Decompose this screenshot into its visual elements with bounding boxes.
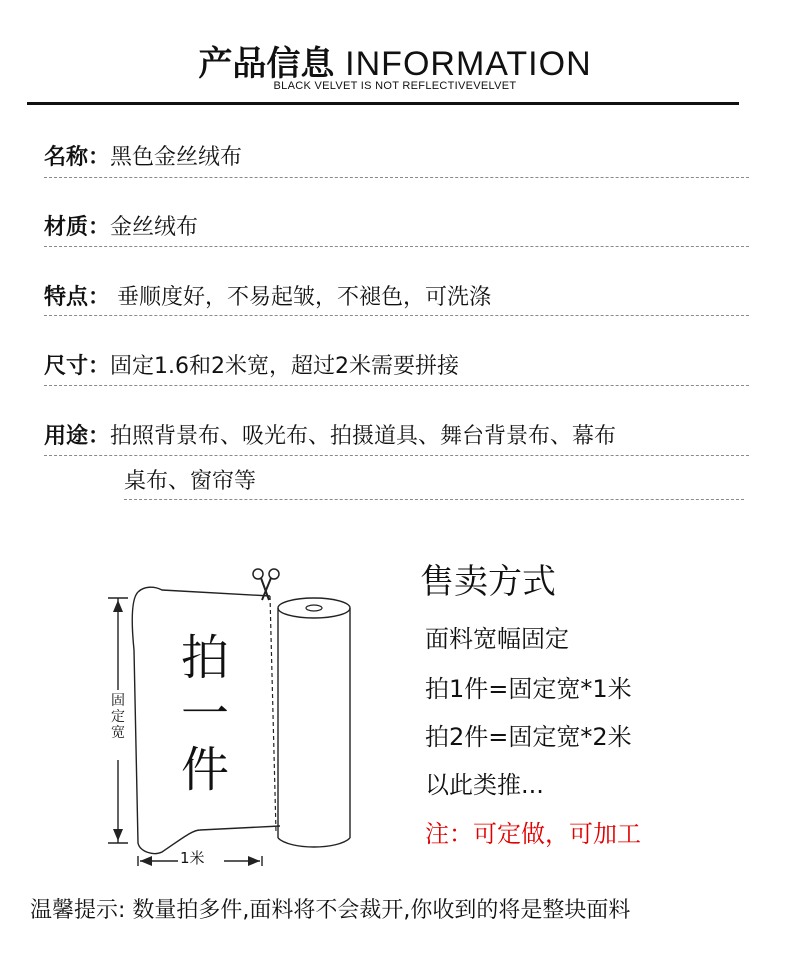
spec-label: 特点：	[44, 285, 111, 310]
sale-line: 以此类推...	[425, 771, 544, 799]
spec-label: 用途：	[44, 424, 111, 449]
sale-note: 注：可定做，可加工	[425, 820, 641, 848]
sale-line: 拍2件=固定宽*2米	[425, 723, 632, 751]
page-title	[0, 36, 790, 85]
big-char: 一	[180, 686, 229, 742]
spec-label: 名称：	[44, 145, 111, 170]
footer-notice: 温馨提示: 数量拍多件,面料将不会裁开,你收到的将是整块面料	[30, 898, 631, 923]
sale-line: 面料宽幅固定	[425, 625, 569, 653]
spec-row-name	[44, 143, 242, 173]
title-divider	[27, 102, 739, 105]
dashed-divider	[44, 315, 749, 316]
sale-title: 售卖方式	[420, 562, 556, 602]
big-char: 件	[180, 742, 229, 798]
spec-value: 垂顺度好，不易起皱，不褪色，可洗涤	[110, 285, 492, 310]
dashed-divider	[44, 177, 749, 178]
title-english: INFORMATION	[345, 45, 592, 83]
spec-row-size	[44, 352, 459, 382]
width-dimension-label: 固定宽	[111, 693, 125, 741]
spec-row-usage	[44, 422, 616, 452]
spec-row-usage-continued	[124, 467, 256, 497]
page-subtitle: BLACK VELVET IS NOT REFLECTIVEVELVET	[273, 80, 517, 92]
spec-value: 金丝绒布	[110, 215, 199, 240]
spec-row-material	[44, 213, 198, 243]
spec-value: 固定1.6和2米宽，超过2米需要拼接	[110, 354, 459, 379]
title-chinese: 产品信息	[198, 44, 335, 84]
dashed-divider	[124, 499, 744, 500]
big-char: 拍	[180, 630, 229, 686]
spec-value-continued: 桌布、窗帘等	[124, 469, 257, 494]
spec-row-features	[44, 283, 491, 313]
scissors-icon	[248, 566, 284, 606]
dashed-divider	[44, 246, 749, 247]
spec-label: 尺寸：	[44, 354, 111, 379]
spec-label: 材质：	[44, 215, 111, 240]
illustration-big-text	[175, 630, 235, 798]
dashed-divider	[44, 455, 749, 456]
fabric-roll-illustration	[100, 560, 390, 880]
dashed-divider	[44, 385, 749, 386]
spec-value: 拍照背景布、吸光布、拍摄道具、舞台背景布、幕布	[110, 424, 617, 449]
length-dimension-label: 1米	[180, 849, 205, 867]
sale-line: 拍1件=固定宽*1米	[425, 675, 632, 703]
spec-value: 黑色金丝绒布	[110, 145, 243, 170]
